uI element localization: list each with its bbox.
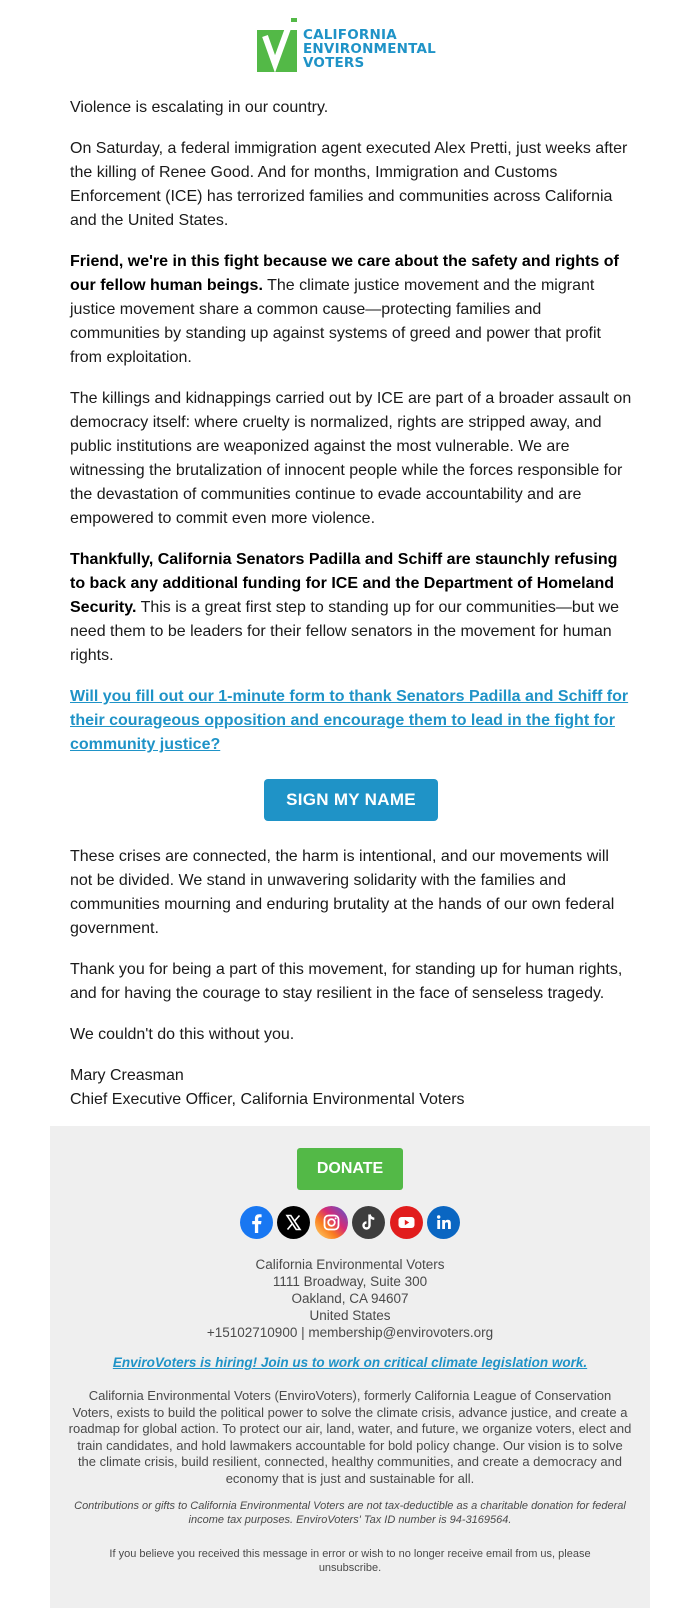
paragraph-3-text: The climate justice movement and the migrant justice movement share a common cause—protecting families and communities by standing up against systems of greed and power that profit from exploitation.	[70, 277, 601, 366]
address-org: California Environmental Voters	[255, 1257, 445, 1272]
form-cta-link[interactable]: Will you fill out our 1-minute form to thank Senators Padilla and Schiff for their courageous opposition and encourage them to lead in the fight for community justice?	[70, 688, 629, 753]
facebook-icon[interactable]	[240, 1206, 273, 1239]
paragraph-5	[70, 548, 632, 668]
hiring-link[interactable]: EnviroVoters is hiring! Join us to work on critical climate legislation work.	[112, 1355, 588, 1370]
mailing-address	[50, 1256, 650, 1341]
paragraph-8: We couldn't do this without you.	[70, 1026, 295, 1043]
paragraph-intro: Violence is escalating in our country.	[70, 99, 329, 116]
linkedin-icon[interactable]	[427, 1206, 460, 1239]
address-country: United States	[309, 1308, 391, 1323]
paragraph-4: The killings and kidnappings carried out by ICE are part of a broader assault on democracy itself: where cruelty is normalized, rights are stripped away, and public institutions are weaponized against the most vulnerable. We are witnessing the brutalization of innocent people while the forces responsible for the devastation of communities continue to evade accountability and are empowered to commit even more violence.	[70, 390, 632, 527]
signature-name: Mary Creasman	[70, 1067, 184, 1084]
paragraph-5-text: This is a great first step to standing up for our communities—but we need them to be leaders for their fellow senators in the movement for human rights.	[70, 599, 619, 664]
x-icon[interactable]	[277, 1206, 310, 1239]
donate-button[interactable]: DONATE	[297, 1148, 403, 1190]
paragraph-6: These crises are connected, the harm is intentional, and our movements will not be divided. We stand in unwavering solidarity with the families and communities mourning and enduring brutality at the hands of our own federal government.	[70, 848, 615, 937]
signature	[70, 1064, 632, 1112]
paragraph-2: On Saturday, a federal immigration agent executed Alex Pretti, just weeks after the killing of Renee Good. And for months, Immigration and Customs Enforcement (ICE) has terrorized families and communities across California and the United States.	[70, 140, 628, 229]
checkmark-logo-icon	[257, 18, 299, 72]
footer	[50, 1126, 650, 1608]
address-city: Oakland, CA 94607	[291, 1291, 409, 1306]
social-links	[240, 1206, 460, 1240]
youtube-icon[interactable]	[390, 1206, 423, 1239]
logo-line-3: VOTERS	[303, 55, 365, 71]
paragraph-3	[70, 250, 632, 370]
logo-line-1: CALIFORNIA	[303, 27, 397, 43]
instagram-icon[interactable]	[315, 1206, 348, 1239]
sign-my-name-button[interactable]: SIGN MY NAME	[264, 779, 438, 821]
mission-statement: California Environmental Voters (EnviroVoters), formerly California League of Conservation Voters, exists to build the political power to solve the climate crisis, advance justice, and create a roadmap for global action. To protect our air, land, water, and future, we organize voters, elect and train candidates, and hold lawmakers accountable for bold policy change. Our vision is to solve the climate crisis, build resilient, connected, healthy communities, and create a democracy and economy that is just and sustainable for all.	[68, 1388, 632, 1486]
signature-title: Chief Executive Officer, California Environmental Voters	[70, 1091, 465, 1108]
logo-wordmark	[303, 28, 436, 70]
logo-line-2: ENVIRONMENTAL	[303, 41, 436, 57]
tiktok-icon[interactable]	[352, 1206, 385, 1239]
email-body	[70, 96, 632, 1112]
tax-disclaimer: Contributions or gifts to California Environmental Voters are not tax-deductible as a charitable donation for federal income tax purposes. EnviroVoters' Tax ID number is 94-3169564.	[74, 1500, 626, 1526]
paragraph-3-bold: Friend, we're in this fight because we care about the safety and rights of our fellow human beings.	[70, 253, 619, 294]
unsubscribe-notice[interactable]: If you believe you received this message in error or wish to no longer receive email from us, please unsubscribe.	[109, 1548, 591, 1574]
address-street: 1111 Broadway, Suite 300	[272, 1274, 428, 1289]
address-contact[interactable]: +15102710900 | membership@envirovoters.org	[206, 1325, 494, 1340]
paragraph-7: Thank you for being a part of this movement, for standing up for human rights, and for having the courage to stay resilient in the face of senseless tragedy.	[70, 961, 623, 1002]
paragraph-5-bold: Thankfully, California Senators Padilla and Schiff are staunchly refusing to back any additional funding for ICE and the Department of Homeland Security.	[70, 551, 618, 616]
sign-button-wrap	[70, 779, 632, 821]
logo[interactable]	[257, 18, 447, 74]
